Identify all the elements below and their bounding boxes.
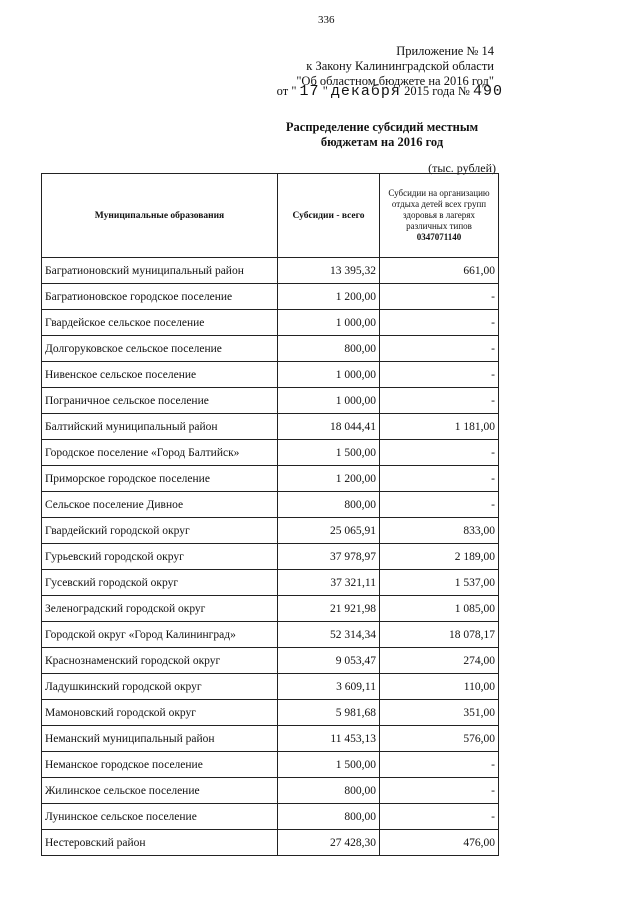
table-row	[42, 440, 499, 466]
units-label: (тыс. рублей)	[428, 161, 496, 175]
municipality-cell: Городской округ «Город Калининград»	[42, 622, 278, 648]
table-row	[42, 310, 499, 336]
municipality-cell: Нестеровский район	[42, 830, 278, 856]
municipality-cell: Жилинское сельское поселение	[42, 778, 278, 804]
subsidy-cell: 1 181,00	[380, 414, 499, 440]
total-cell: 1 500,00	[278, 440, 380, 466]
table-row	[42, 700, 499, 726]
municipality-cell: Лунинское сельское поселение	[42, 804, 278, 830]
table-row	[42, 284, 499, 310]
total-cell: 9 053,47	[278, 648, 380, 674]
subsidy-cell: 351,00	[380, 700, 499, 726]
total-cell: 800,00	[278, 804, 380, 830]
table-row	[42, 414, 499, 440]
table-row	[42, 544, 499, 570]
total-cell: 1 000,00	[278, 310, 380, 336]
table-row	[42, 570, 499, 596]
subsidy-cell: 274,00	[380, 648, 499, 674]
total-cell: 11 453,13	[278, 726, 380, 752]
subsidy-cell: 576,00	[380, 726, 499, 752]
municipality-cell: Гусевский городской округ	[42, 570, 278, 596]
subsidy-cell: -	[380, 284, 499, 310]
total-cell: 37 978,97	[278, 544, 380, 570]
subsidy-cell: 2 189,00	[380, 544, 499, 570]
header-municipalities: Муниципальные образования	[42, 174, 278, 258]
appendix-line-1: Приложение № 14	[396, 44, 494, 58]
subsidy-cell: 1 537,00	[380, 570, 499, 596]
date-month: декабря	[330, 83, 401, 100]
municipality-cell: Неманский муниципальный район	[42, 726, 278, 752]
subsidy-cell: -	[380, 336, 499, 362]
municipality-cell: Гвардейское сельское поселение	[42, 310, 278, 336]
total-cell: 18 044,41	[278, 414, 380, 440]
municipality-cell: Неманское городское поселение	[42, 752, 278, 778]
municipality-cell: Ладушкинский городской округ	[42, 674, 278, 700]
law-number: 490	[472, 83, 503, 100]
subsidy-cell: -	[380, 388, 499, 414]
table-row	[42, 674, 499, 700]
total-cell: 13 395,32	[278, 258, 380, 284]
header-subsidy-text: Субсидии на организацию отдыха детей всех групп здоровья в лагерях различных типов	[388, 188, 490, 231]
table-row	[42, 596, 499, 622]
total-cell: 1 500,00	[278, 752, 380, 778]
date-prefix: от "	[276, 84, 297, 98]
total-cell: 3 609,11	[278, 674, 380, 700]
table-row	[42, 492, 499, 518]
municipality-cell: Балтийский муниципальный район	[42, 414, 278, 440]
law-date-line	[277, 83, 503, 100]
table-row	[42, 466, 499, 492]
subsidy-cell: -	[380, 778, 499, 804]
subsidy-cell: 833,00	[380, 518, 499, 544]
municipality-cell: Сельское поселение Дивное	[42, 492, 278, 518]
total-cell: 5 981,68	[278, 700, 380, 726]
municipality-cell: Мамоновский городской округ	[42, 700, 278, 726]
date-day: 17	[299, 83, 320, 100]
subsidy-cell: 18 078,17	[380, 622, 499, 648]
table-row	[42, 388, 499, 414]
subsidy-cell: -	[380, 440, 499, 466]
subsidy-cell: -	[380, 362, 499, 388]
total-cell: 1 200,00	[278, 284, 380, 310]
table-row	[42, 778, 499, 804]
total-cell: 37 321,11	[278, 570, 380, 596]
total-cell: 800,00	[278, 492, 380, 518]
table-row	[42, 752, 499, 778]
header-subsidy-code: 0347071140	[416, 232, 462, 242]
total-cell: 800,00	[278, 336, 380, 362]
table-row	[42, 830, 499, 856]
subsidy-cell: -	[380, 310, 499, 336]
total-cell: 1 000,00	[278, 388, 380, 414]
municipality-cell: Долгоруковское сельское поселение	[42, 336, 278, 362]
total-cell: 27 428,30	[278, 830, 380, 856]
subsidy-cell: -	[380, 466, 499, 492]
municipality-cell: Городское поселение «Город Балтийск»	[42, 440, 278, 466]
municipality-cell: Багратионовское городское поселение	[42, 284, 278, 310]
total-cell: 1 200,00	[278, 466, 380, 492]
total-cell: 1 000,00	[278, 362, 380, 388]
title-line-2: бюджетам на 2016 год	[320, 135, 444, 149]
table-header-row	[42, 174, 499, 258]
table-row	[42, 648, 499, 674]
table-row	[42, 804, 499, 830]
title-line-1: Распределение субсидий местным	[285, 120, 479, 134]
municipality-cell: Приморское городское поселение	[42, 466, 278, 492]
subsidy-cell: 661,00	[380, 258, 499, 284]
total-cell: 21 921,98	[278, 596, 380, 622]
subsidy-cell: -	[380, 804, 499, 830]
total-cell: 25 065,91	[278, 518, 380, 544]
subsidy-cell: 1 085,00	[380, 596, 499, 622]
appendix-line-2: к Закону Калининградской области	[306, 59, 494, 73]
header-total: Субсидии - всего	[278, 174, 380, 258]
table-row	[42, 362, 499, 388]
municipality-cell: Багратионовский муниципальный район	[42, 258, 278, 284]
table-row	[42, 258, 499, 284]
municipality-cell: Нивенское сельское поселение	[42, 362, 278, 388]
subsidy-table	[41, 173, 499, 856]
subsidy-cell: 110,00	[380, 674, 499, 700]
date-quote: "	[322, 84, 328, 98]
municipality-cell: Гвардейский городской округ	[42, 518, 278, 544]
total-cell: 800,00	[278, 778, 380, 804]
subsidy-cell: 476,00	[380, 830, 499, 856]
municipality-cell: Пограничное сельское поселение	[42, 388, 278, 414]
appendix-line-3: "Об областном бюджете на 2016 год"	[296, 74, 494, 88]
table-row	[42, 726, 499, 752]
table-row	[42, 336, 499, 362]
table-row	[42, 518, 499, 544]
page-number: 336	[318, 14, 335, 26]
municipality-cell: Краснознаменский городской округ	[42, 648, 278, 674]
municipality-cell: Зеленоградский городской округ	[42, 596, 278, 622]
document-title	[262, 120, 502, 150]
total-cell: 52 314,34	[278, 622, 380, 648]
subsidy-cell: -	[380, 492, 499, 518]
header-subsidy-children	[380, 174, 499, 258]
table-row	[42, 622, 499, 648]
subsidy-cell: -	[380, 752, 499, 778]
date-year: 2015 года №	[404, 84, 470, 98]
municipality-cell: Гурьевский городской округ	[42, 544, 278, 570]
